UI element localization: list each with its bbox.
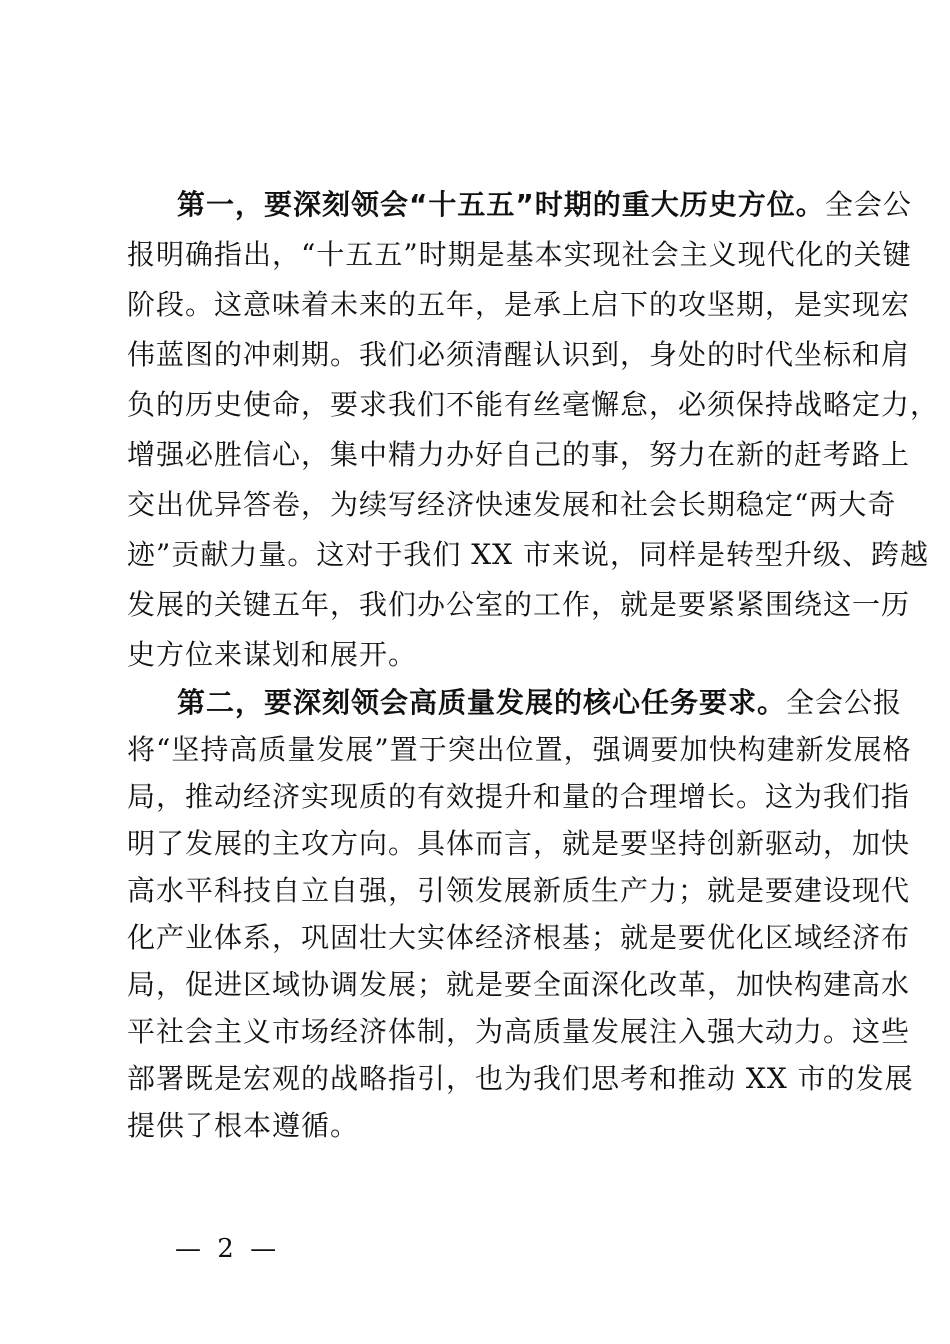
paragraph-line: 史方位来谋划和展开。 [127, 638, 418, 671]
paragraph-line [127, 183, 912, 233]
paragraph-line: 局，推动经济实现质的有效提升和量的合理增长。这为我们指 [127, 780, 911, 813]
paragraph-line: 平社会主义市场经济体制，为高质量发展注入强大动力。这些 [127, 1015, 911, 1048]
paragraph-line: 迹”贡献力量。这对于我们 XX 市来说，同样是转型升级、跨越 [127, 538, 929, 571]
paragraph-line: 部署既是宏观的战略指引，也为我们思考和推动 XX 市的发展 [127, 1062, 914, 1095]
paragraph-line [127, 681, 903, 728]
paragraph-line: 提供了根本遵循。 [127, 1109, 360, 1142]
paragraph-high-quality-development [127, 681, 914, 1151]
paragraph-line: 报明确指出，“十五五”时期是基本实现社会主义现代化的关键 [127, 238, 912, 271]
paragraph-line: 阶段。这意味着未来的五年，是承上启下的攻坚期，是实现宏 [127, 288, 911, 321]
paragraph-text: 全会公报 [786, 686, 903, 719]
paragraph-heading: 第二，要深刻领会高质量发展的核心任务要求。 [177, 686, 787, 719]
paragraph-line: 发展的关键五年，我们办公室的工作，就是要紧紧围绕这一历 [127, 588, 911, 621]
paragraph-line: 局，促进区域协调发展；就是要全面深化改革，加快构建高水 [127, 968, 911, 1001]
paragraph-line: 高水平科技自立自强，引领发展新质生产力；就是要建设现代 [127, 874, 911, 907]
page-number: — 2 — [175, 1234, 281, 1264]
paragraph-text: 全会公 [824, 188, 912, 221]
paragraph-line: 明了发展的主攻方向。具体而言，就是要坚持创新驱动，加快 [127, 827, 911, 860]
paragraph-line: 交出优异答卷，为续写经济快速发展和社会长期稳定“两大奇 [127, 488, 897, 521]
paragraph-line: 化产业体系，巩固壮大实体经济根基；就是要优化区域经济布 [127, 921, 911, 954]
paragraph-historical-position [127, 183, 940, 683]
paragraph-line: 将“坚持高质量发展”置于突出位置，强调要加快构建新发展格 [127, 733, 912, 766]
paragraph-line: 负的历史使命，要求我们不能有丝毫懈怠，必须保持战略定力， [127, 388, 940, 421]
paragraph-line: 伟蓝图的冲刺期。我们必须清醒认识到，身处的时代坐标和肩 [127, 338, 911, 371]
paragraph-heading: 第一，要深刻领会“十五五”时期的重大历史方位。 [177, 188, 825, 221]
paragraph-line: 增强必胜信心，集中精力办好自己的事，努力在新的赶考路上 [127, 438, 911, 471]
